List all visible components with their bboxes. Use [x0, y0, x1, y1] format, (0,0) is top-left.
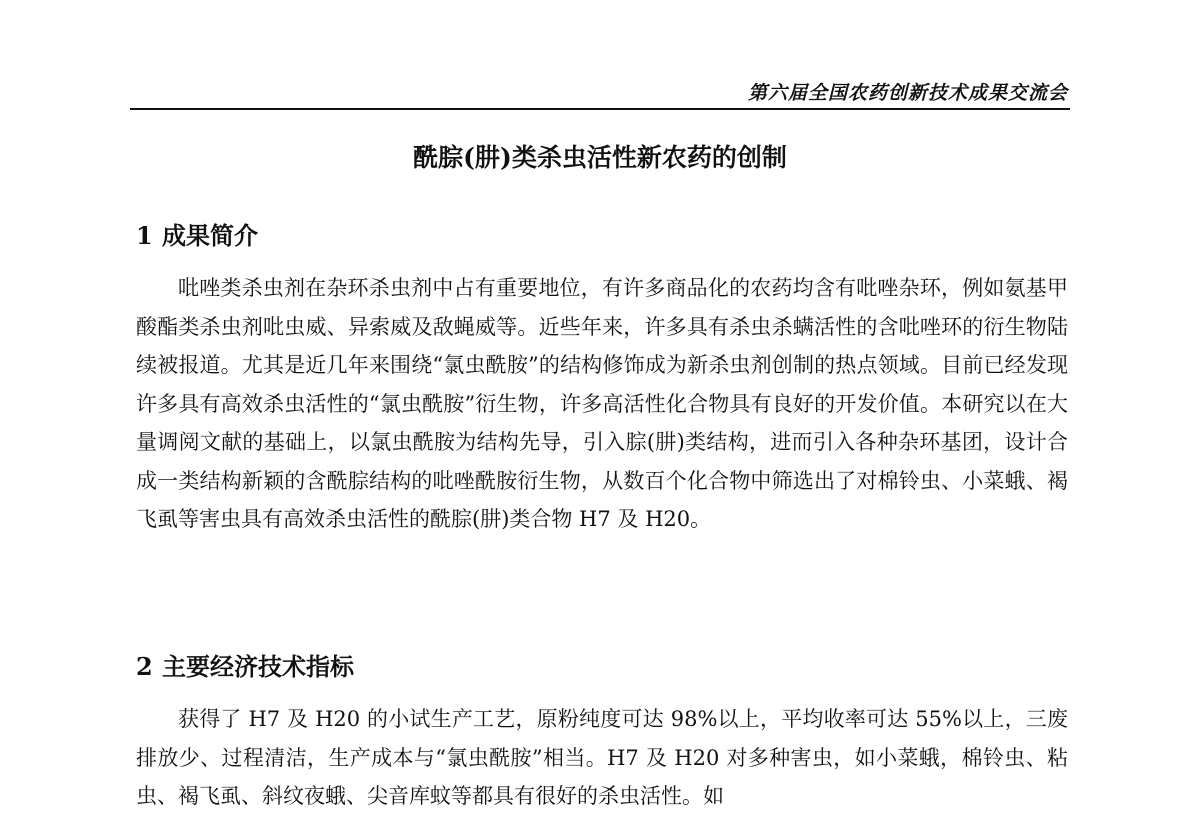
section-title: 成果简介 [162, 221, 258, 250]
conference-name: 第六届全国农药创新技术成果交流会 [747, 82, 1068, 104]
section-2-paragraph: 获得了 H7 及 H20 的小试生产工艺，原粉纯度可达 98%以上，平均收率可达 55%以上，三废排放少、过程清洁，生产成本与“氯虫酰胺”相当。H7 及 H20 对多种害虫，如小菜蛾，棉铃虫、粘虫、褐飞虱、斜纹夜蛾、尖音库蚊等都具有很好的杀虫活性。如 [136, 707, 1068, 808]
section-heading-2 [136, 647, 354, 682]
section-title: 主要经济技术指标 [162, 652, 354, 681]
section-1-paragraph: 吡唑类杀虫剂在杂环杀虫剂中占有重要地位，有许多商品化的农药均含有吡唑杂环，例如氨基甲酸酯类杀虫剂吡虫威、异索威及敌蝇威等。近些年来，许多具有杀虫杀螨活性的含吡唑环的衍生物陆续被报道。尤其是近几年来围绕“氯虫酰胺”的结构修饰成为新杀虫剂创制的热点领域。目前已经发现许多具有高效杀虫活性的“氯虫酰胺”衍生物，许多高活性化合物具有良好的开发价值。本研究以在大量调阅文献的基础上，以氯虫酰胺为结构先导，引入腙(肼)类结构，进而引入各种杂环基团，设计合成一类结构新颖的含酰腙结构的吡唑酰胺衍生物，从数百个化合物中筛选出了对棉铃虫、小菜蛾、褐飞虱等害虫具有高效杀虫活性的酰腙(肼)类合物 H7 及 H20。 [136, 276, 1068, 531]
section-heading-1 [136, 216, 258, 251]
article-title: 酰腙(肼)类杀虫活性新农药的创制 [413, 143, 787, 172]
section-number: 1 [136, 221, 153, 250]
running-header [130, 68, 1070, 110]
section-number: 2 [136, 652, 153, 681]
